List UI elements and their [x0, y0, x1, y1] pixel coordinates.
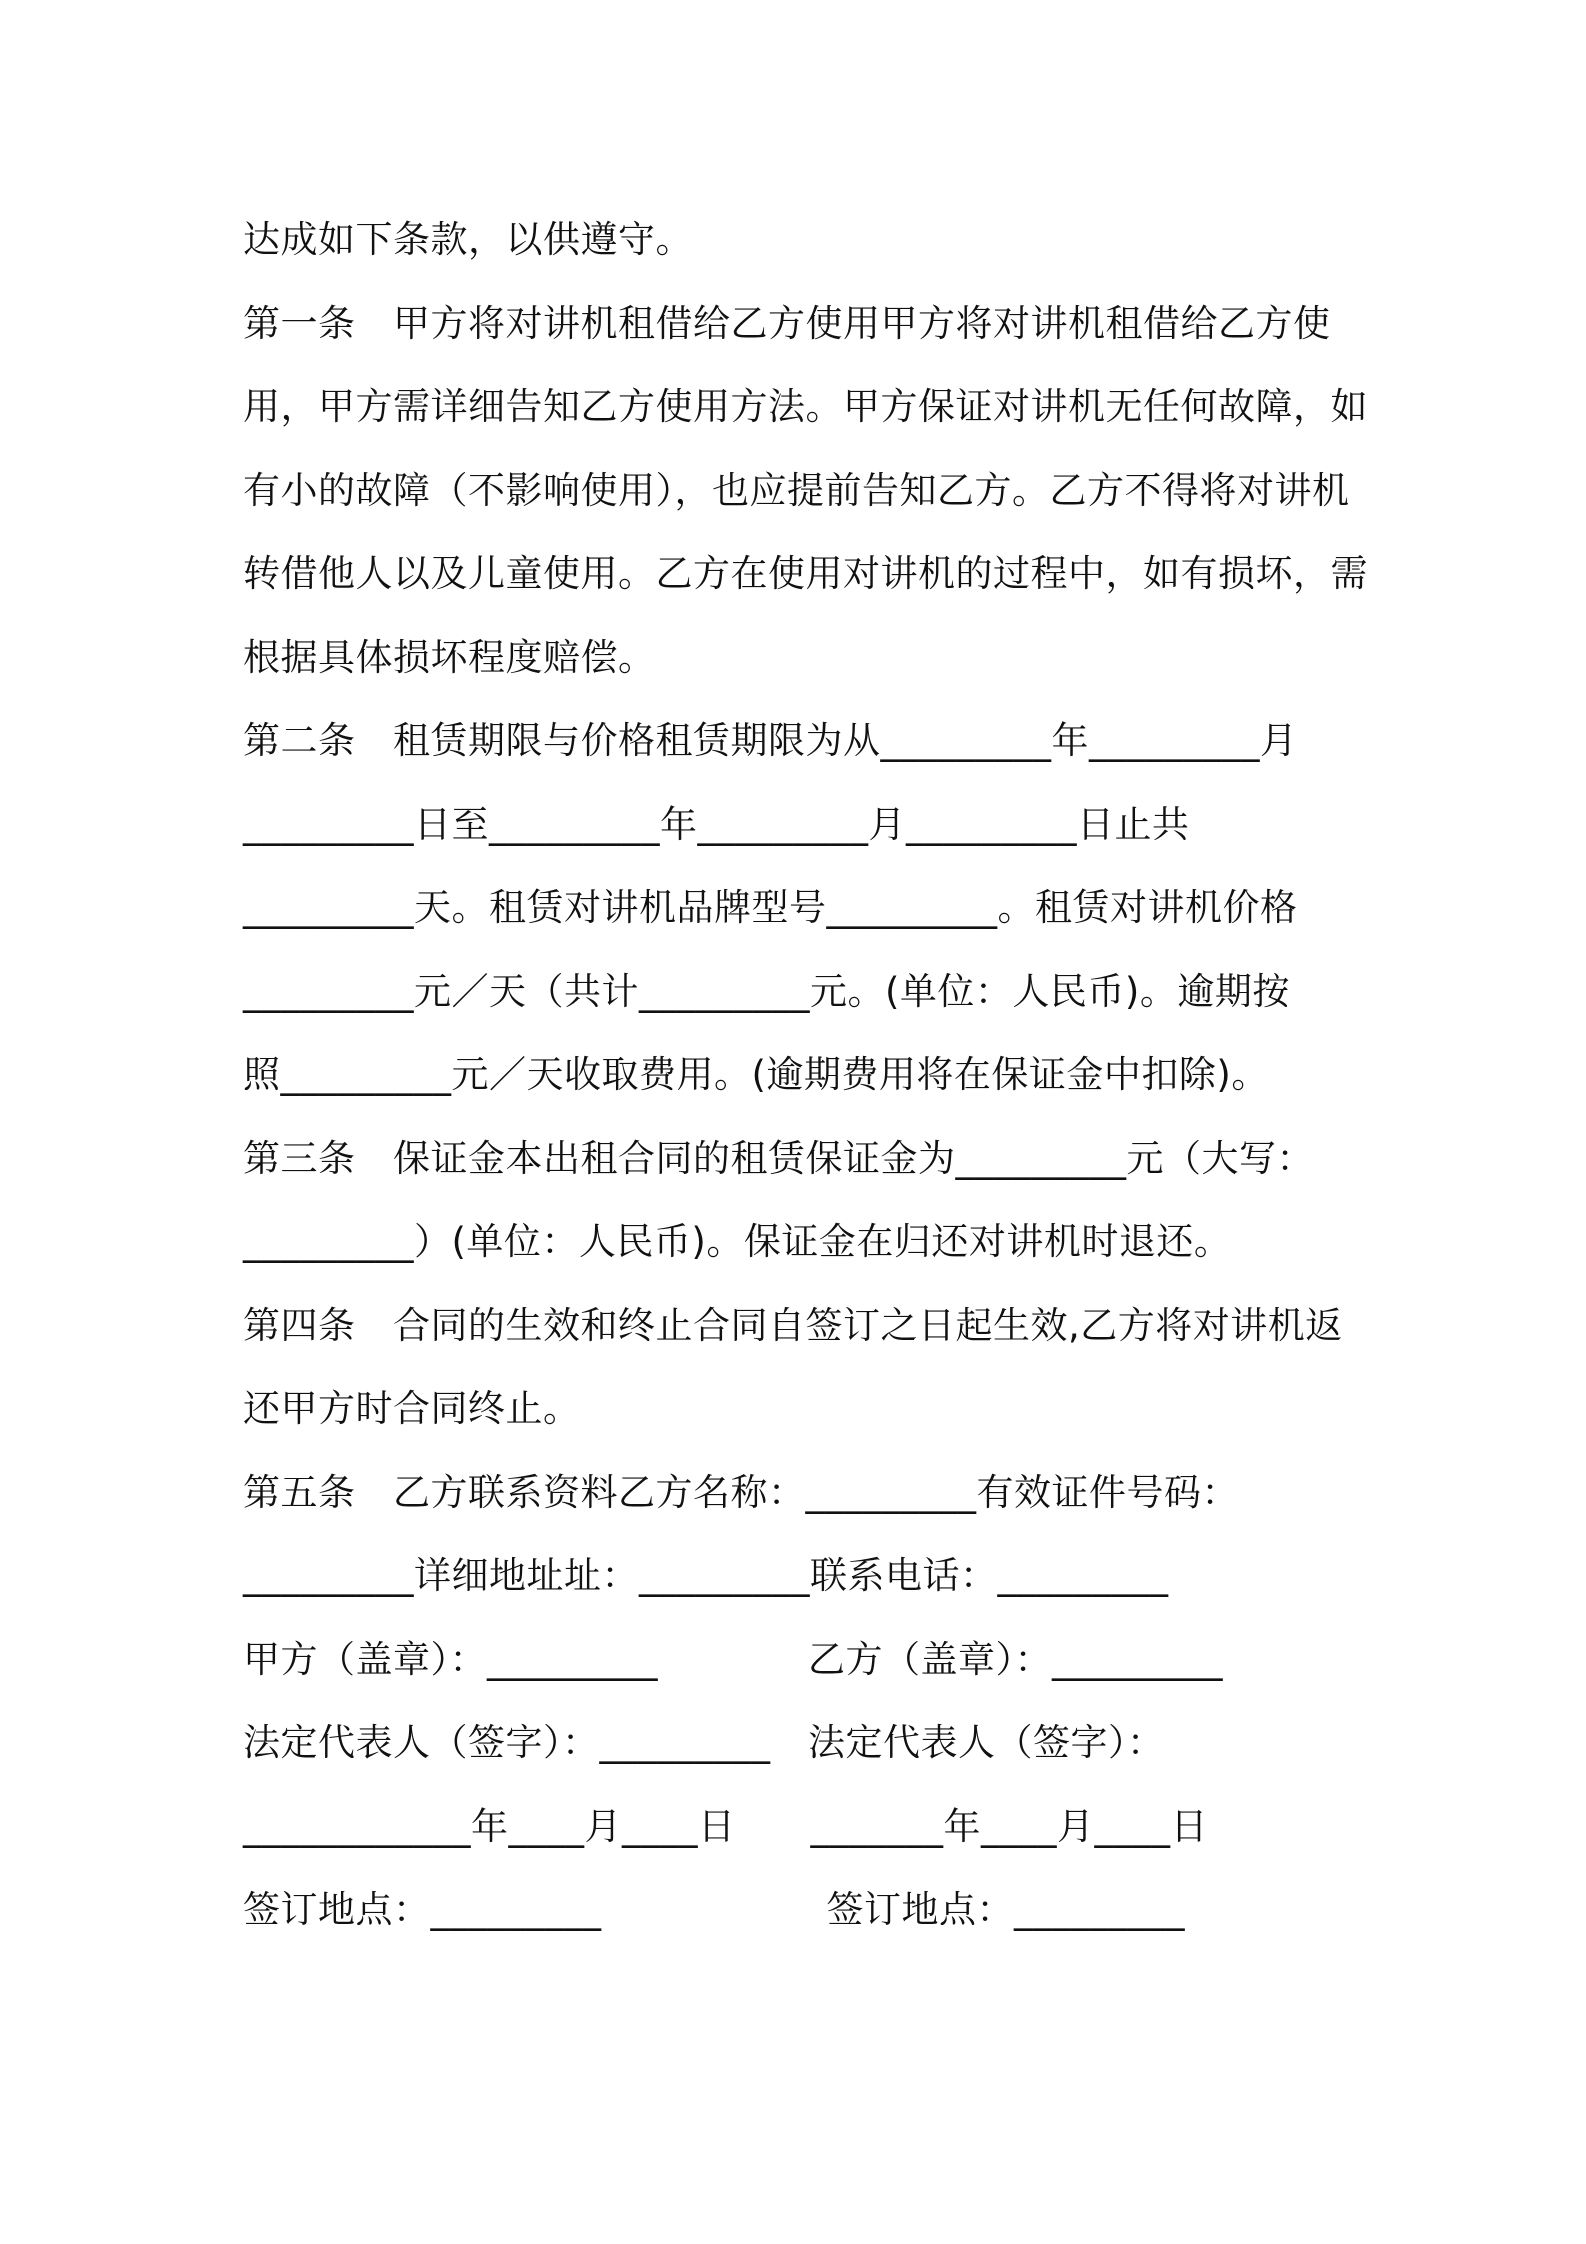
article-1-line-5: 根据具体损坏程度赔偿。	[243, 635, 656, 679]
contract-body	[243, 198, 1368, 1952]
representative-line: 法定代表人（签字）：_________ 法定代表人（签字）：	[243, 1721, 1165, 1764]
article-1-line-1: 第一条 甲方将对讲机租借给乙方使用甲方将对讲机租借给乙方使	[243, 301, 1331, 345]
article-4-line-2: 还甲方时合同终止。	[243, 1387, 581, 1430]
article-5-line-2: _________详细地址址：_________联系电话：_________	[243, 1554, 1169, 1597]
article-4-line-1: 第四条 合同的生效和终止合同自签订之日起生效,乙方将对讲机返	[243, 1303, 1343, 1347]
seal-line: 甲方（盖章）：_________ 乙方（盖章）：_________	[243, 1637, 1223, 1681]
article-2-line-1: 第二条 租赁期限与价格租赁期限为从_________年_________月	[243, 719, 1298, 762]
article-1-line-2: 用，甲方需详细告知乙方使用方法。甲方保证对讲机无任何故障，如	[243, 385, 1368, 428]
article-2-line-2: _________日至_________年_________月_________日止共	[243, 802, 1190, 846]
article-1-line-3: 有小的故障（不影响使用），也应提前告知乙方。乙方不得将对讲机	[243, 468, 1350, 512]
article-2-line-3: _________天。租赁对讲机品牌型号_________。租赁对讲机价格	[243, 886, 1298, 929]
article-1-line-4: 转借他人以及儿童使用。乙方在使用对讲机的过程中，如有损坏，需	[243, 552, 1368, 595]
article-2-line-5: 照_________元／天收取费用。(逾期费用将在保证金中扣除)。	[243, 1053, 1269, 1096]
article-5-line-1: 第五条 乙方联系资料乙方名称：_________有效证件号码：	[243, 1470, 1239, 1514]
intro-line: 达成如下条款，以供遵守。	[243, 218, 693, 261]
article-3-line-2: _________）(单位：人民币)。保证金在归还对讲机时退还。	[243, 1220, 1232, 1263]
article-2-line-4: _________元／天（共计_________元。(单位：人民币)。逾期按	[243, 969, 1290, 1013]
date-line: ____________年____月____日 _______年____月____日	[243, 1804, 1208, 1848]
signing-place-line: 签订地点：_________ 签订地点：_________	[243, 1888, 1185, 1931]
article-3-line-1: 第三条 保证金本出租合同的租赁保证金为_________元（大写：	[243, 1136, 1314, 1180]
